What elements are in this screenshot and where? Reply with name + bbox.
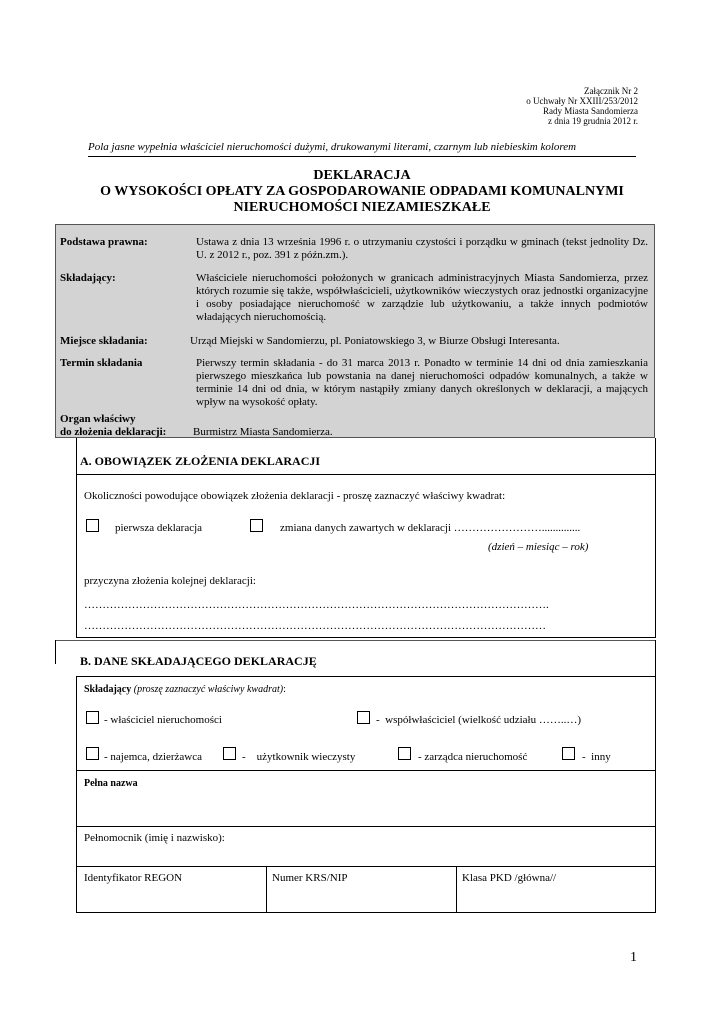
divider [76,770,656,771]
proxy-label: Pełnomocnik (imię i nazwisko): [84,832,225,844]
divider [655,640,656,912]
deadline-label: Termin składania [60,357,143,369]
divider [76,676,656,677]
annex-line-2: o Uchwały Nr XXIII/253/2012 [526,96,638,106]
proxy-field[interactable] [84,846,648,864]
change-data-checkbox[interactable] [250,519,263,532]
annex-line-4: z dnia 19 grudnia 2012 r. [548,116,638,126]
section-a-title: A. OBOWIĄZEK ZŁOŻENIA DEKLARACJI [80,454,321,468]
divider [266,866,267,912]
other-label: - inny [582,751,611,763]
organ-value: Burmistrz Miasta Sandomierza. [193,426,333,438]
deadline-value: Pierwszy termin składania - do 31 marca 2013 r. Ponadto w terminie 14 dni od dnia zamieszkania pierwszego mieszkańca lub powstania na danej nieruchomości odpadów komunalnych, a także w terminie 14 dni od dnia, w którym nastąpiły zmiany danych określonych w deklaracji, a mających wpływ na wysokość opłaty. [196,357,648,408]
regon-label: Identyfikator REGON [84,872,183,884]
pkd-label: Klasa PKD /główna// [462,872,557,884]
organ-label-2: do złożenia deklaracji: [60,426,167,438]
section-b-title: B. DANE SKŁADAJĄCEGO DEKLARACJĘ [80,654,317,668]
section-a-intro: Okoliczności powodujące obowiązek złożenia deklaracji - proszę zaznaczyć właściwy kwadrat: [84,490,506,502]
krs-nip-field[interactable] [270,886,452,910]
change-data-label: zmiana danych zawartych w deklaracji …………………….............. [280,522,581,534]
reason-line-1[interactable]: ………………………………………………………………………………………………………………. [84,599,549,611]
manager-checkbox[interactable] [398,747,411,760]
perpetual-user-label: - użytkownik wieczysty [242,751,356,763]
divider [76,866,656,867]
coowner-checkbox[interactable] [357,711,370,724]
document-title [60,168,664,216]
tenant-checkbox[interactable] [86,747,99,760]
change-date-field[interactable]: …………………….............. [453,522,581,534]
pkd-field[interactable] [460,886,652,910]
divider [456,866,457,912]
reason-label: przyczyna złożenia kolejnej deklaracji: [84,575,256,587]
organ-label-1: Organ właściwy [60,413,136,425]
annex-line-3: Rady Miasta Sandomierza [543,106,638,116]
perpetual-user-checkbox[interactable] [223,747,236,760]
regon-field[interactable] [80,886,262,910]
coowner-label: - współwłaściciel (wielkość udziału ……..…) [376,714,581,726]
first-declaration-checkbox[interactable] [86,519,99,532]
tenant-label: - najemca, dzierżawca [104,751,203,763]
divider [55,640,56,664]
divider [76,676,77,912]
place-value: Urząd Miejski w Sandomierzu, pl. Poniatowskiego 3, w Biurze Obsługi Interesanta. [190,335,560,347]
submitter-value: Właściciele nieruchomości położonych w granicach administracyjnych Miasta Sandomierza, przez których rozumie się także, współwłaścicieli, użytkowników wieczystych oraz jednostki organizacyjne i osoby posiadające nieruchomość w zarządzie lub użytkowaniu, a także innych podmiotów władających nieruchomością. [196,272,648,323]
reason-line-2[interactable]: ……………………………………………………………………………………………………………… [84,620,546,632]
divider [55,640,655,641]
title-line-3: NIERUCHOMOŚCI NIEZAMIESZKAŁE [233,200,491,215]
date-hint: (dzień – miesiąc – rok) [488,541,589,553]
divider [76,912,656,913]
annex-line-1: Załącznik Nr 2 [584,86,638,96]
other-checkbox[interactable] [562,747,575,760]
divider [76,826,656,827]
fill-instruction: Pola jasne wypełnia właściciel nieruchomości dużymi, drukowanymi literami, czarnym lub niebieskim kolorem [88,141,577,153]
full-name-field[interactable] [84,792,648,824]
basis-value: Ustawa z dnia 13 września 1996 r. o utrzymaniu czystości i porządku w gminach (tekst jednolity Dz. U. z 2012 r., poz. 391 z późn.zm.). [196,236,648,261]
divider [88,156,636,157]
annex-reference [526,86,638,126]
submitter-label: Składający: [60,272,116,284]
title-line-1: DEKLARACJA [313,168,411,183]
divider [76,474,656,475]
krs-nip-label: Numer KRS/NIP [272,872,348,884]
page-number: 1 [630,950,637,965]
place-label: Miejsce składania: [60,335,148,347]
full-name-label: Pełna nazwa [84,778,138,789]
manager-label: - zarządca nieruchomość [418,751,528,763]
basis-label: Podstawa prawna: [60,236,148,248]
first-declaration-label: pierwsza deklaracja [115,522,203,534]
title-line-2: O WYSOKOŚCI OPŁATY ZA GOSPODAROWANIE ODPADAMI KOMUNALNYMI [100,184,624,199]
owner-checkbox[interactable] [86,711,99,724]
submitter-type-label: Składający (proszę zaznaczyć właściwy kwadrat): [84,684,286,695]
owner-label: - właściciel nieruchomości [104,714,222,726]
